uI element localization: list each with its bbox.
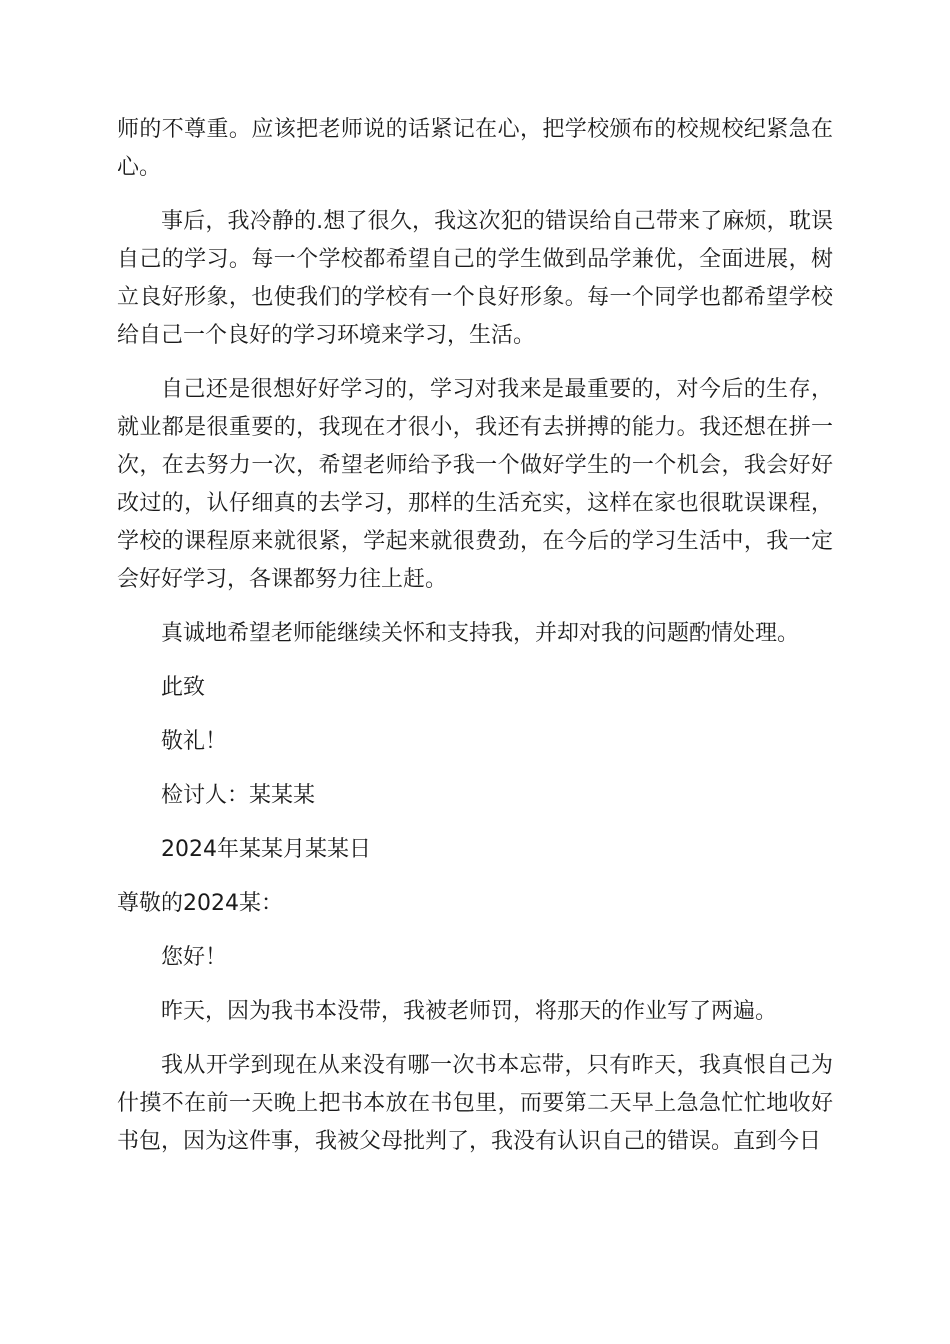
greeting-line: 尊敬的2024某： [117, 891, 283, 916]
paragraph: 昨天，因为我书本没带，我被老师罚，将那天的作业写了两遍。 [161, 999, 778, 1024]
paragraph: 事后，我冷静的.想了很久，我这次犯的错误给自己带来了麻烦，耽误自己的学习。每一个学校都希望自己的学生做到品学兼优，全面进展，树立良好形象，也使我们的学校有一个良好形象。每一个同学也都希望学校给自己一个良好的学习环境来学习，生活。 [117, 209, 833, 348]
document-body [117, 111, 833, 1177]
paragraph: 自己还是很想好好学习的，学习对我来是最重要的，对今后的生存，就业都是很重要的，我现在才很小，我还有去拼搏的能力。我还想在拼一次，在去努力一次，希望老师给予我一个做好学生的一个机会，我会好好改过的，认仔细真的去学习，那样的生活充实，这样在家也很耽误课程，学校的课程原来就很紧，学起来就很费劲，在今后的学习生活中，我一定会好好学习，各课都努力往上赶。 [117, 377, 833, 592]
closing-line: 此致 [161, 675, 206, 700]
salute-line: 敬礼！ [161, 729, 228, 754]
signature-line: 检讨人：某某某 [161, 783, 316, 808]
hello-line: 您好！ [161, 945, 228, 970]
date-line: 2024年某某月某某日 [161, 837, 371, 862]
paragraph: 真诚地希望老师能继续关怀和支持我，并却对我的问题酌情处理。 [161, 621, 800, 646]
paragraph-continued: 师的不尊重。应该把老师说的话紧记在心，把学校颁布的校规校纪紧急在心。 [117, 117, 833, 180]
paragraph: 我从开学到现在从来没有哪一次书本忘带，只有昨天，我真恨自己为什摸不在前一天晚上把书本放在书包里，而要第二天早上急急忙忙地收好书包，因为这件事，我被父母批判了，我没有认识自己的错误。直到今日 [117, 1053, 833, 1154]
